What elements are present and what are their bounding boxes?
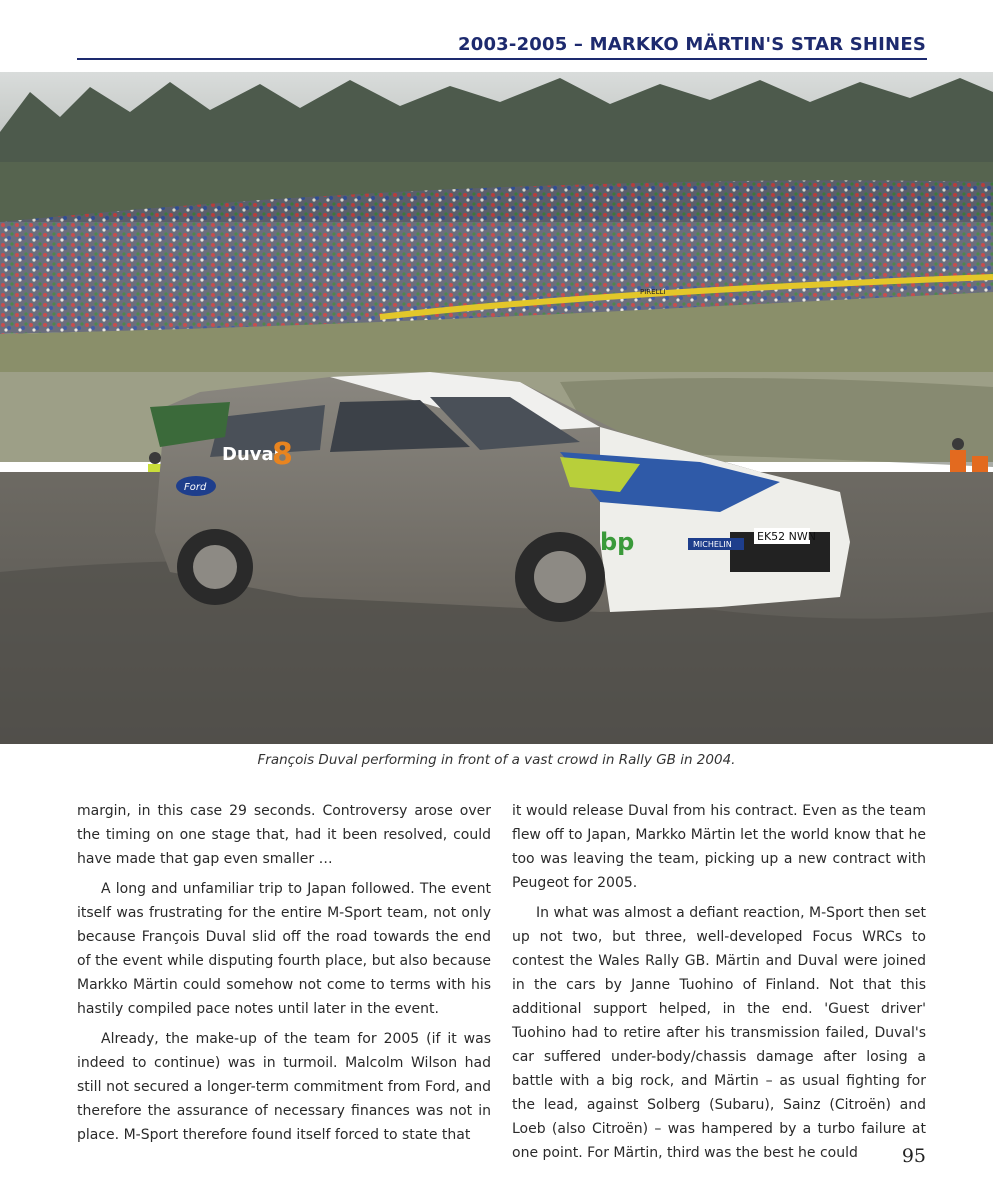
tyre-sponsor: MICHELIN xyxy=(693,540,732,549)
ford-oval: Ford xyxy=(184,482,207,493)
text-column-right xyxy=(512,799,926,1165)
car-number: 8 xyxy=(272,437,293,472)
number-plate: EK52 NWN xyxy=(757,530,816,543)
paragraph: margin, in this case 29 seconds. Controversy arose over the timing on one stage that, had it been resolved, could have made that gap even smaller … xyxy=(77,803,491,867)
page-number: 95 xyxy=(901,1145,926,1167)
photo-caption: François Duval performing in front of a vast crowd in Rally GB in 2004. xyxy=(257,752,736,768)
text-column-left xyxy=(77,799,491,1147)
header-rule xyxy=(77,58,927,60)
banner-text: PIRELLI xyxy=(640,288,666,296)
rally-photo xyxy=(0,72,993,744)
paragraph: Already, the make-up of the team for 2005 (if it was indeed to continue) was in turmoil. Malcolm Wilson had still not secured a longer-term commitment from Ford, and therefore the assurance of necessary finances was not in place. M-Sport therefore found itself forced to state that xyxy=(77,1031,491,1143)
paragraph: it would release Duval from his contract. Even as the team flew off to Japan, Markko Märtin let the world know that he too was leaving the team, picking up a new contract with Peugeot for 2005. xyxy=(512,803,926,891)
paragraph: A long and unfamiliar trip to Japan followed. The event itself was frustrating for the entire M-Sport team, not only because François Duval slid off the road towards the end of the event while disputing fourth place, but also because Markko Märtin could somehow not come to terms with his hastily compiled pace notes until later in the event. xyxy=(77,881,491,1017)
bp-logo: bp xyxy=(600,528,635,556)
paragraph: In what was almost a defiant reaction, M-Sport then set up not two, but three, well-developed Focus WRCs to contest the Wales Rally GB. Märtin and Duval were joined in the cars by Janne Tuohino of Finland. Not that this additional support helped, in the end. 'Guest driver' Tuohino had to retire after his transmission failed, Duval's car suffered under-body/chassis damage after losing a battle with a big rock, and Märtin – as usual fighting for the lead, against Solberg (Subaru), Sainz (Citroën) and Loeb (also Citroën) – was hampered by a turbo failure at one point. For Märtin, third was the best he could xyxy=(512,905,926,1161)
page-header-title: 2003-2005 – MARKKO MÄRTIN'S STAR SHINES xyxy=(458,34,926,55)
car-name-label: Duval xyxy=(222,444,280,465)
